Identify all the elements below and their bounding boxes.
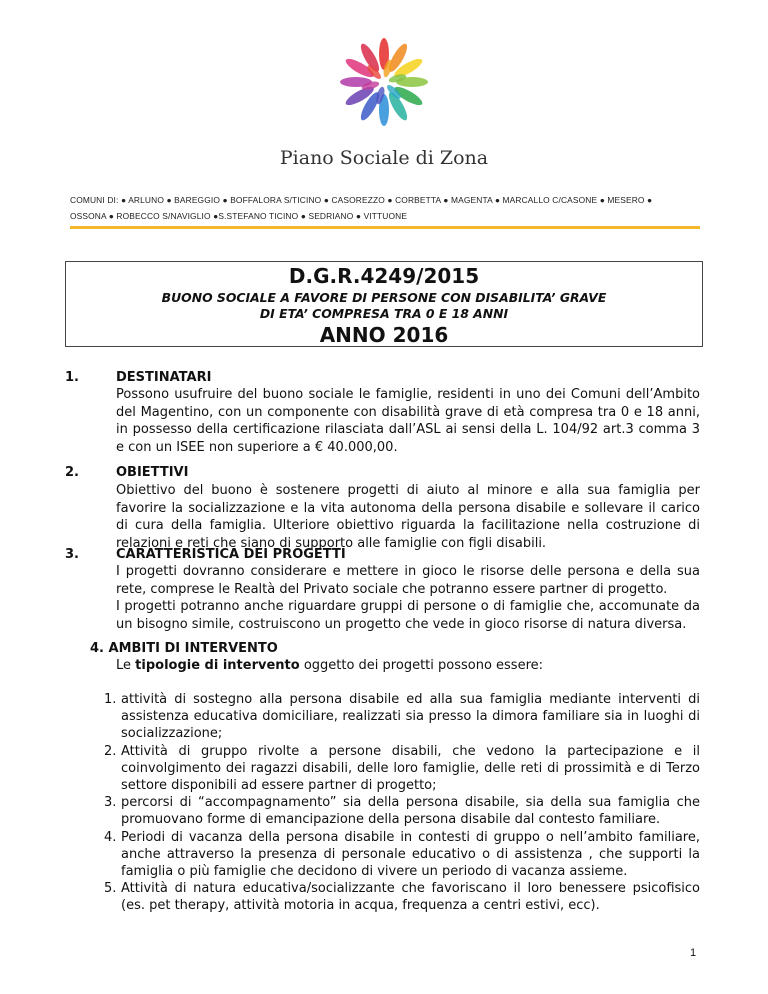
section-1-text: Possono usufruire del buono sociale le famiglie, residenti in uno dei Comuni dell’Ambito del Magentino, con un componente con disabilità grave di età compresa tra 0 e 18 anni, in possesso della certificazione rilasciata dall’ASL ai sensi della L. 104/92 art.3 comma 3 e con un ISEE non superiore a € 40.000,00. xyxy=(116,387,700,455)
list-item-number: 4. xyxy=(104,829,117,845)
section-4-intro xyxy=(116,657,700,675)
list-item-number: 2. xyxy=(104,743,117,759)
section-1-heading: DESTINATARI xyxy=(116,370,212,385)
list-item-text: Periodi di vacanza della persona disabile in contesti di gruppo o nell’ambito familiare, anche attraverso la presenza di personale educativo o di assistenza , che supporti la famiglia o più famiglie che decidono di vivere un periodo di vacanza assieme. xyxy=(121,829,700,880)
section-2-number: 2. xyxy=(65,465,79,480)
section-4-intro-post: oggetto dei progetti possono essere: xyxy=(299,658,544,673)
list-item-text: Attività di gruppo rivolte a persone disabili, che vedono la partecipazione e il coinvolgimento dei ragazzi disabili, delle loro famiglie, delle reti di prossimità e di Terzo settore disponibili ad essere partner di progetto; xyxy=(121,743,700,794)
section-3-number: 3. xyxy=(65,547,79,562)
list-item-text: attività di sostegno alla persona disabile ed alla sua famiglia mediante interventi di assistenza educativa domiciliare, realizzati sia presso la dimora familiare sia in luoghi di socializzazione; xyxy=(121,692,700,742)
title-box xyxy=(65,261,703,347)
section-3-text-1: I progetti dovranno considerare e mettere in gioco le risorse delle persona e della sua rete, comprese le Realtà del Privato sociale che potranno essere partner di progetto. xyxy=(116,564,700,597)
document-subtitle-line-1: BUONO SOCIALE A FAVORE DI PERSONE CON DISABILITA’ GRAVE xyxy=(161,290,607,305)
intervention-list xyxy=(104,691,700,915)
municipalities-list xyxy=(70,192,700,224)
municipalities-line-2: OSSONA ● ROBECCO S/NAVIGLIO ●S.STEFANO TICINO ● SEDRIANO ● VITTUONE xyxy=(70,211,408,221)
logo-title: Piano Sociale di Zona xyxy=(279,147,489,169)
section-2-text: Obiettivo del buono è sostenere progetti di aiuto al minore e alla sua famiglia per favorire la socializzazione e la vita autonoma della persona disabile e sollevare il carico di cura della famiglia. Ulteriore obiettivo riguarda la facilitazione nella costruzione di relazioni e reti che siano di supporto alle famiglie con figli disabili. xyxy=(116,483,700,551)
section-4-intro-pre: Le xyxy=(116,658,136,673)
section-4-heading: 4. AMBITI DI INTERVENTO xyxy=(90,641,278,656)
header-divider xyxy=(70,226,700,229)
list-item xyxy=(104,829,700,881)
list-item xyxy=(104,743,700,795)
list-item xyxy=(104,691,700,743)
list-item-number: 1. xyxy=(104,692,117,707)
list-item-text: Attività di natura educativa/socializzante che favoriscano il loro benessere psicofisico (es. pet therapy, attività motoria in acqua, frequenza a centri estivi, ecc). xyxy=(121,881,700,914)
list-item-text: percorsi di “accompagnamento” sia della persona disabile, sia della sua famiglia che promuovano forme di emancipazione della persona disabile dal contesto familiare. xyxy=(121,795,700,828)
section-3-text-2: I progetti potranno anche riguardare gruppi di persone o di famiglie che, accomunate da un bisogno simile, costruiscono un progetto che vede in gioco risorse di natura diversa. xyxy=(116,599,700,632)
section-4-intro-bold: tipologie di intervento xyxy=(135,658,300,673)
list-item-number: 3. xyxy=(104,795,117,811)
document-subtitle-line-2: DI ETA’ COMPRESA TRA 0 E 18 ANNI xyxy=(259,306,509,321)
list-item xyxy=(104,794,700,828)
header-logo xyxy=(0,34,768,174)
document-title: D.G.R.4249/2015 xyxy=(288,264,480,288)
list-item xyxy=(104,880,700,914)
flower-logo-icon xyxy=(324,34,444,134)
section-1-number: 1. xyxy=(65,370,79,385)
municipalities-line-1: COMUNI DI: ● ARLUNO ● BAREGGIO ● BOFFALORA S/TICINO ● CASOREZZO ● CORBETTA ● MAGENTA ● MARCALLO C/CASONE ● MESERO ● xyxy=(70,195,653,205)
section-2-heading: OBIETTIVI xyxy=(116,465,189,480)
document-year: ANNO 2016 xyxy=(319,323,449,347)
section-3-heading: CARATTERISTICA DEI PROGETTI xyxy=(116,547,346,562)
page-number: 1 xyxy=(690,947,697,959)
list-item-number: 5. xyxy=(104,881,117,897)
